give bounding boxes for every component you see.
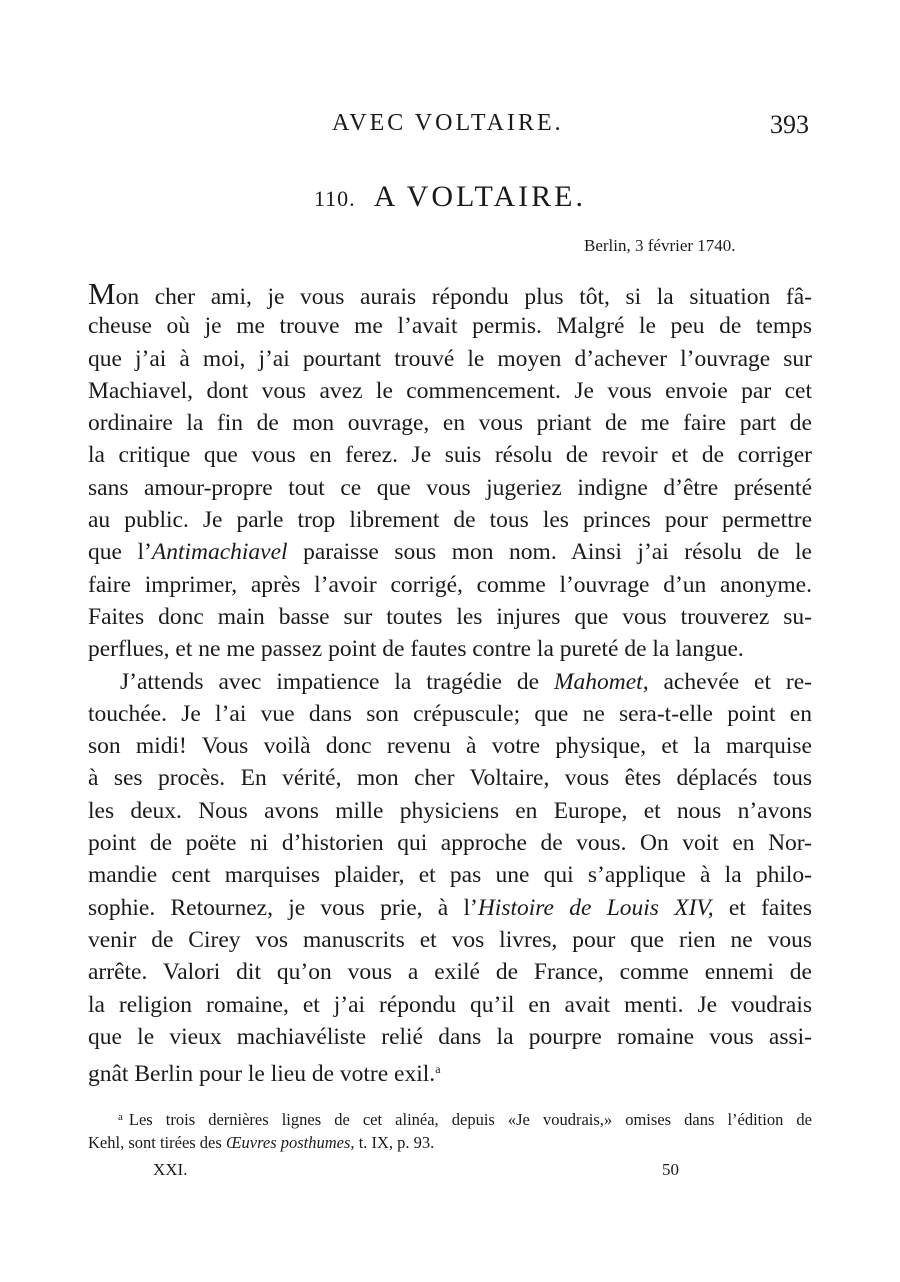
body-line-14: touchée. Je l’ai vue dans son crépuscule; que ne sera-t-elle point en [88, 700, 812, 727]
sheet-number: 50 [662, 1160, 679, 1179]
footnote-line-1: $^a$ Les trois dernières lignes de cet alinéa, depuis «Je voudrais,» omises dans l’édition de [118, 1110, 812, 1129]
body-line-22: arrête. Valori dit qu’on vous a exilé de France, comme ennemi de [88, 959, 812, 986]
body-line-1: Mon cher ami, je vous aurais répondu plus tôt, si la situation fâ- [88, 276, 812, 311]
letter-body [88, 276, 812, 1088]
body-line-12: perflues, et ne me passez point de fautes contre la pureté de la langue. [88, 636, 744, 663]
running-head-title: AVEC VOLTAIRE. [332, 110, 564, 136]
body-line-15: son midi! Vous voilà donc revenu à votre physique, et la marquise [88, 733, 812, 760]
body-line-8: au public. Je parle trop librement de tous les princes pour permettre [88, 507, 812, 534]
body-line-3: que j’ai à moi, j’ai pourtant trouvé le moyen d’achever l’ouvrage sur [88, 345, 812, 372]
body-line-18: point de poëte ni d’historien qui approche de vous. On voit en Nor- [88, 830, 812, 857]
letter-title: A VOLTAIRE. [373, 180, 586, 213]
body-line-10: faire imprimer, après l’avoir corrigé, comme l’ouvrage d’un anonyme. [88, 571, 812, 598]
body-line-21: venir de Cirey vos manuscrits et vos livres, pour que rien ne vous [88, 926, 812, 953]
letter-dateline: Berlin, 3 février 1740. [584, 236, 736, 255]
footnote [88, 1104, 812, 1156]
body-line-17: les deux. Nous avons mille physiciens en Europe, et nous n’avons [88, 797, 812, 824]
body-line-13: J’attends avec impatience la tragédie de Mahomet, achevée et re- [120, 668, 812, 695]
body-line-19: mandie cent marquises plaider, et pas une qui s’applique à la philo- [88, 862, 812, 889]
footnote-reference: a [435, 1062, 441, 1077]
footnote-line-2: Kehl, sont tirées des Œuvres posthumes, t. IX, p. 93. [88, 1133, 435, 1152]
work-title-italic: Histoire de Louis XIV, [477, 894, 714, 921]
body-line-25: gnât Berlin pour le lieu de votre exil.$^a$ [88, 1061, 441, 1088]
body-line-20: sophie. Retournez, je vous prie, à l’Histoire de Louis XIV, et faites [88, 894, 812, 921]
body-line-7: sans amour-propre tout ce que vous jugeriez indigne d’être présenté [88, 474, 812, 501]
body-line-11: Faites donc main basse sur toutes les injures que vous trouverez su- [88, 603, 812, 630]
footnote-marker: a [118, 1111, 123, 1123]
signature-mark: XXI. [153, 1160, 188, 1179]
work-title-italic: Œuvres posthumes, [225, 1133, 355, 1152]
running-head [0, 110, 900, 140]
body-line-6: la critique que vous en ferez. Je suis résolu de revoir et de corriger [88, 442, 812, 469]
body-line-24: que le vieux machiavéliste relié dans la pourpre romaine vous assi- [88, 1023, 812, 1050]
body-line-9: que l’Antimachiavel paraisse sous mon nom. Ainsi j’ai résolu de le [88, 539, 812, 566]
work-title-italic: Antimachiavel [151, 539, 288, 566]
letter-heading [0, 180, 900, 214]
body-line-2: cheuse où je me trouve me l’avait permis. Malgré le peu de temps [88, 313, 812, 340]
body-line-23: la religion romaine, et j’ai répondu qu’il en avait menti. Je voudrais [88, 991, 812, 1018]
body-line-5: ordinaire la fin de mon ouvrage, en vous priant de me faire part de [88, 410, 812, 437]
work-title-italic: Mahomet, [553, 668, 649, 695]
letter-number: 110. [314, 186, 356, 211]
drop-cap: M [88, 276, 116, 311]
page-number: 393 [770, 110, 809, 139]
body-line-4: Machiavel, dont vous avez le commencement. Je vous envoie par cet [88, 377, 812, 404]
body-line-16: à ses procès. En vérité, mon cher Voltaire, vous êtes déplacés tous [88, 765, 812, 792]
